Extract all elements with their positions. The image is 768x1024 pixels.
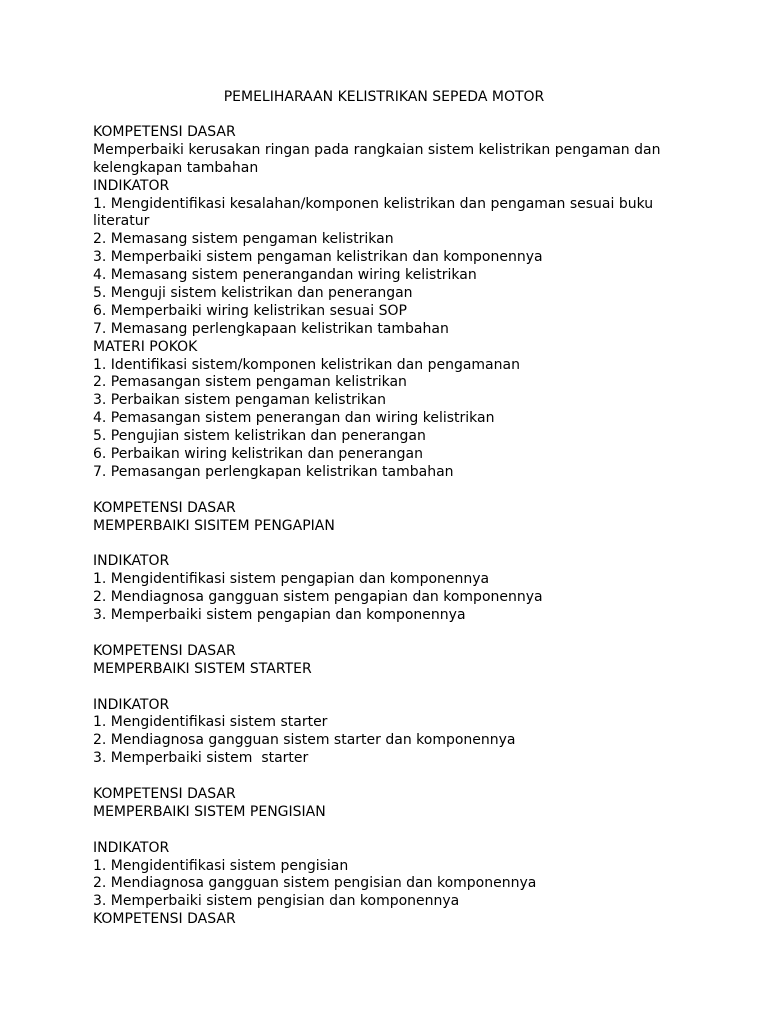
indicator-item: 4. Memasang sistem penerangandan wiring kelistrikan bbox=[93, 267, 477, 284]
section-subtitle: MEMPERBAIKI SISTEM STARTER bbox=[93, 660, 312, 677]
blank-line bbox=[93, 535, 683, 553]
document-title: PEMELIHARAAN KELISTRIKAN SEPEDA MOTOR bbox=[223, 89, 545, 105]
indicator-heading: INDIKATOR bbox=[93, 839, 170, 856]
indicator-item: 7. Memasang perlengkapaan kelistrikan tambahan bbox=[93, 320, 449, 337]
materi-item: 6. Perbaikan wiring kelistrikan dan penerangan bbox=[93, 446, 423, 463]
indicator-item: 3. Memperbaiki sistem pengapian dan komponennya bbox=[93, 607, 466, 624]
section-heading: KOMPETENSI DASAR bbox=[93, 499, 236, 516]
indicator-item: 3. Memperbaiki sistem pengisian dan komponennya bbox=[93, 893, 460, 910]
indicator-item: 1. Mengidentifikasi sistem pengapian dan komponennya bbox=[93, 571, 490, 588]
indicator-item: 1. Mengidentifikasi kesalahan/komponen kelistrikan dan pengaman sesuai buku bbox=[93, 195, 654, 212]
section-heading: KOMPETENSI DASAR bbox=[93, 785, 236, 802]
section-subtitle: MEMPERBAIKI SISITEM PENGAPIAN bbox=[93, 517, 335, 534]
materi-item: 5. Pengujian sistem kelistrikan dan penerangan bbox=[93, 428, 426, 445]
section-description-line: kelengkapan tambahan bbox=[93, 159, 259, 176]
indicator-item: literatur bbox=[93, 213, 150, 230]
indicator-item: 2. Mendiagnosa gangguan sistem starter dan komponennya bbox=[93, 732, 516, 749]
document-body bbox=[93, 124, 683, 929]
indicator-item: 3. Memperbaiki sistem starter bbox=[93, 750, 309, 767]
materi-item: 1. Identifikasi sistem/komponen kelistrikan dan pengamanan bbox=[93, 356, 520, 373]
section-heading: KOMPETENSI DASAR bbox=[93, 911, 236, 928]
indicator-item: 1. Mengidentifikasi sistem starter bbox=[93, 714, 328, 731]
indicator-heading: INDIKATOR bbox=[93, 177, 170, 194]
indicator-item: 1. Mengidentifikasi sistem pengisian bbox=[93, 857, 349, 874]
indicator-heading: INDIKATOR bbox=[93, 696, 170, 713]
indicator-item: 2. Memasang sistem pengaman kelistrikan bbox=[93, 231, 394, 248]
indicator-item: 6. Memperbaiki wiring kelistrikan sesuai SOP bbox=[93, 302, 407, 319]
materi-item: 2. Pemasangan sistem pengaman kelistrikan bbox=[93, 374, 407, 391]
materi-item: 3. Perbaikan sistem pengaman kelistrikan bbox=[93, 392, 387, 409]
blank-line bbox=[93, 482, 683, 500]
indicator-item: 3. Memperbaiki sistem pengaman kelistrikan dan komponennya bbox=[93, 249, 543, 266]
materi-item: 7. Pemasangan perlengkapan kelistrikan tambahan bbox=[93, 463, 454, 480]
indicator-item: 2. Mendiagnosa gangguan sistem pengapian dan komponennya bbox=[93, 589, 543, 606]
section-heading: KOMPETENSI DASAR bbox=[93, 124, 236, 140]
section-description-line: Memperbaiki kerusakan ringan pada rangkaian sistem kelistrikan pengaman dan bbox=[93, 141, 661, 158]
indicator-item: 5. Menguji sistem kelistrikan dan penerangan bbox=[93, 285, 413, 302]
section-heading: KOMPETENSI DASAR bbox=[93, 642, 236, 659]
blank-line bbox=[93, 768, 683, 786]
blank-line bbox=[93, 625, 683, 643]
blank-line bbox=[93, 822, 683, 840]
indicator-heading: INDIKATOR bbox=[93, 553, 170, 570]
materi-item: 4. Pemasangan sistem penerangan dan wiring kelistrikan bbox=[93, 410, 495, 427]
indicator-item: 2. Mendiagnosa gangguan sistem pengisian dan komponennya bbox=[93, 875, 537, 892]
blank-line bbox=[93, 679, 683, 697]
section-subtitle: MEMPERBAIKI SISTEM PENGISIAN bbox=[93, 803, 326, 820]
materi-heading: MATERI POKOK bbox=[93, 338, 198, 355]
